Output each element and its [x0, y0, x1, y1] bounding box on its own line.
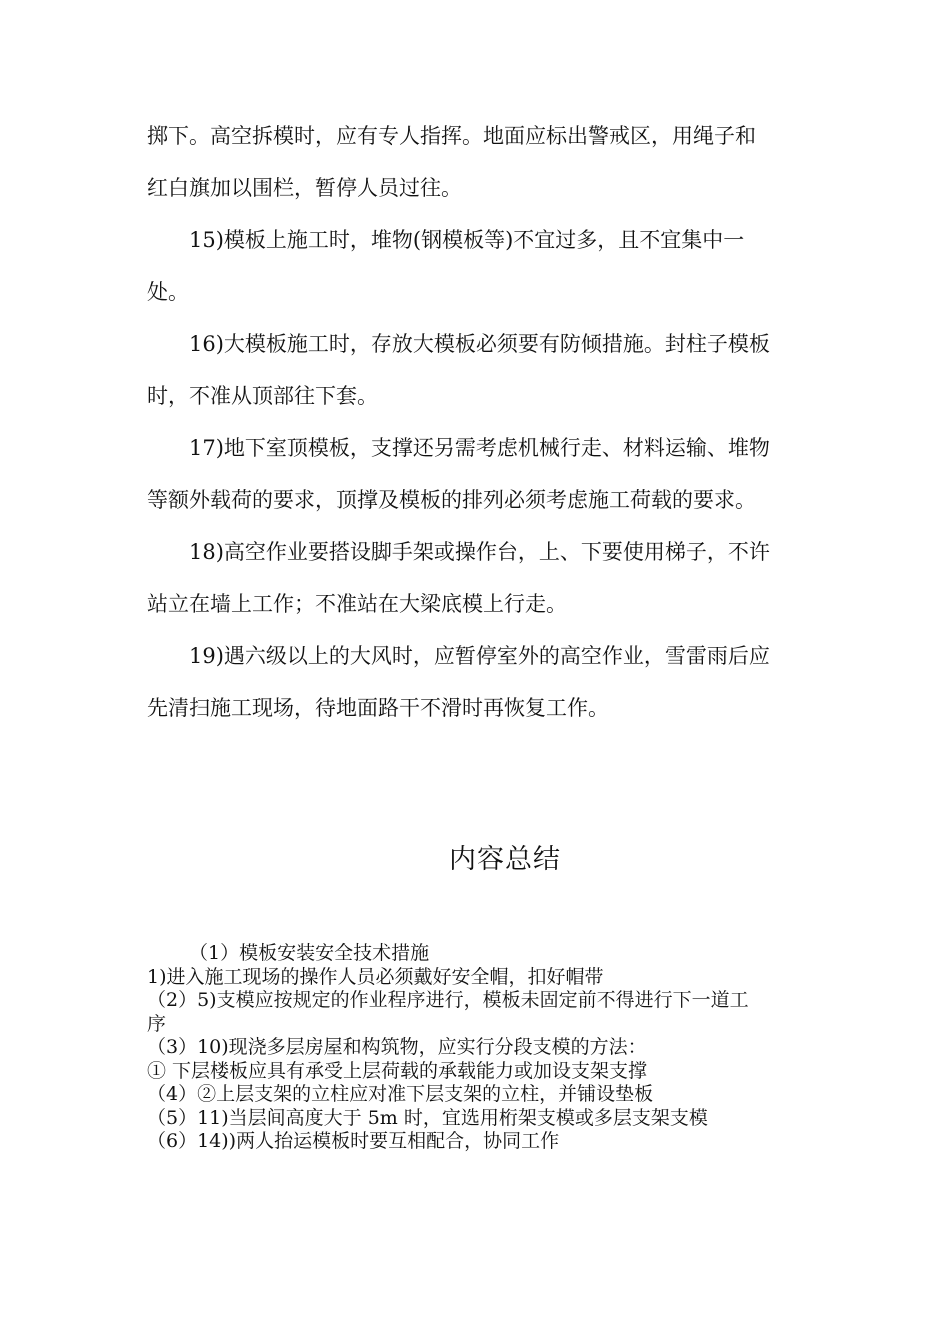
summary-line: 序 — [147, 1012, 167, 1035]
summary-list — [147, 942, 807, 1154]
body-text — [147, 110, 807, 734]
paragraph-line: 18)高空作业要搭设脚手架或操作台，上、下要使用梯子，不许 — [189, 540, 770, 564]
paragraph-line: 16)大模板施工时，存放大模板必须要有防倾措施。封柱子模板 — [189, 332, 770, 356]
paragraph-line: 15)模板上施工时，堆物(钢模板等)不宜过多，且不宜集中一 — [189, 228, 745, 252]
summary-title: 内容总结 — [449, 844, 561, 875]
paragraph-line: 掷下。高空拆模时，应有专人指挥。地面应标出警戒区，用绳子和 — [147, 124, 756, 148]
paragraph-line: 19)遇六级以上的大风时，应暂停室外的高空作业，雪雷雨后应 — [189, 644, 770, 668]
paragraph-line: 先清扫施工现场，待地面路干不滑时再恢复工作。 — [147, 696, 609, 720]
paragraph-19 — [147, 630, 807, 734]
paragraph-line: 17)地下室顶模板，支撑还另需考虑机械行走、材料运输、堆物 — [189, 436, 770, 460]
summary-line: 1)进入施工现场的操作人员必须戴好安全帽，扣好帽带 — [147, 965, 604, 988]
summary-line: （6）14))两人抬运模板时要互相配合，协同工作 — [147, 1130, 560, 1152]
paragraph-line: 处。 — [147, 280, 189, 304]
paragraph-16 — [147, 318, 807, 422]
paragraph-line: 站立在墙上工作；不准站在大梁底模上行走。 — [147, 592, 567, 616]
summary-line: （1）模板安装安全技术措施 — [189, 942, 430, 964]
paragraph-line: 等额外载荷的要求，顶撑及模板的排列必须考虑施工荷载的要求。 — [147, 488, 756, 512]
paragraph-15 — [147, 214, 807, 318]
paragraph-18 — [147, 526, 807, 630]
summary-line: （4）②上层支架的立柱应对准下层支架的立柱，并铺设垫板 — [147, 1083, 654, 1105]
paragraph-17 — [147, 422, 807, 526]
paragraph-line: 红白旗加以围栏，暂停人员过往。 — [147, 176, 462, 200]
summary-line: ① 下层楼板应具有承受上层荷载的承载能力或加设支架支撑 — [147, 1059, 648, 1082]
paragraph-line: 时，不准从顶部往下套。 — [147, 384, 378, 408]
summary-line: （2）5)支模应按规定的作业程序进行，模板未固定前不得进行下一道工 — [147, 989, 749, 1011]
paragraph-continuation — [147, 110, 807, 214]
summary-line: （5）11)当层间高度大于 5m 时，宜选用桁架支模或多层支架支模 — [147, 1106, 708, 1129]
summary-line: （3）10)现浇多层房屋和构筑物，应实行分段支模的方法： — [147, 1036, 647, 1058]
